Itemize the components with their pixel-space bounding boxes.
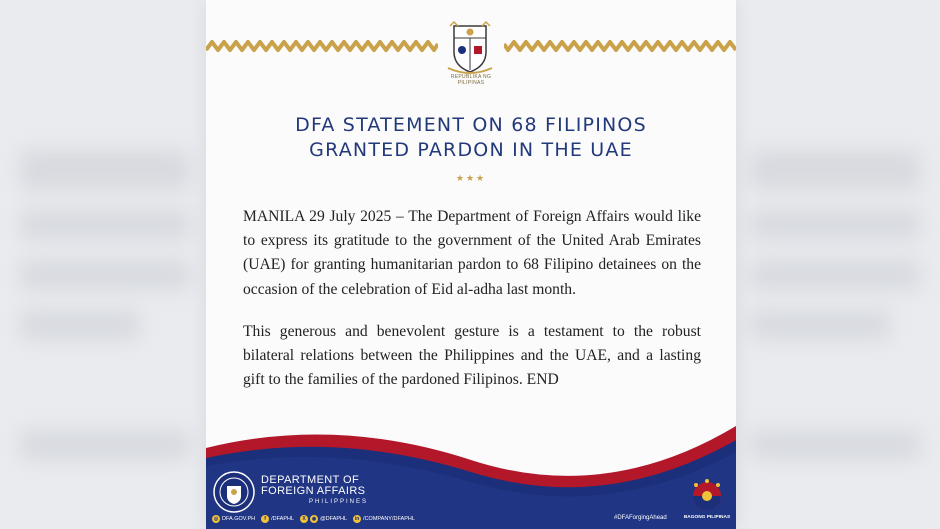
instagram-icon: ◉ (311, 516, 317, 522)
hashtag: #DFAForgingAhead (614, 515, 667, 521)
paragraph-1: MANILA 29 July 2025 – The Department of Foreign Affairs would like to express its gratitude to the government of the United Arab Emirates (UAE) for granting humanitarian pardon to 68 Filipino detainees on the occasion of the celebration of Eid al-adha last month. (243, 208, 701, 298)
statement-body (243, 205, 701, 410)
bagong-pilipinas-logo-icon (684, 478, 730, 522)
bagong-pilipinas-text: BAGONG PILIPINAS (684, 515, 730, 520)
title-line-1: DFA STATEMENT ON 68 FILIPINOS (295, 114, 647, 136)
gold-border-right (504, 40, 736, 52)
department-name (261, 475, 368, 508)
social-links (212, 515, 415, 523)
globe-icon: ◎ (213, 516, 219, 522)
dfa-seal-icon (212, 470, 256, 514)
linkedin-icon: in (354, 516, 360, 522)
social-linkedin[interactable]: in /COMPANY/DFAPHL (354, 516, 415, 522)
social-website[interactable]: ◎ DFA.GOV.PH (213, 516, 256, 522)
statement-card (206, 0, 736, 529)
facebook-icon: f (261, 515, 269, 523)
paragraph-2: This generous and benevolent gesture is a testament to the robust bilateral relations between the Philippines and the UAE, and a lasting gift to the families of the pardoned Filipinos. END (243, 322, 701, 389)
star-divider: ★★★ (455, 173, 487, 183)
dept-line-2: FOREIGN AFFAIRS (261, 485, 366, 497)
philippine-seal-icon (440, 18, 500, 78)
statement-title (206, 113, 736, 163)
x-icon: X (300, 515, 308, 523)
gold-border-left (206, 40, 438, 52)
title-line-2: GRANTED PARDON IN THE UAE (309, 139, 633, 161)
social-x[interactable]: X ◉ @DFAPHL (300, 515, 347, 523)
social-facebook[interactable]: f /DFAPHL (261, 515, 294, 523)
dept-line-1: DEPARTMENT OF (261, 474, 360, 486)
seal-caption: REPUBLIKA NG PILIPINAS (450, 74, 492, 86)
dept-line-3: PHILIPPINES (309, 499, 369, 505)
